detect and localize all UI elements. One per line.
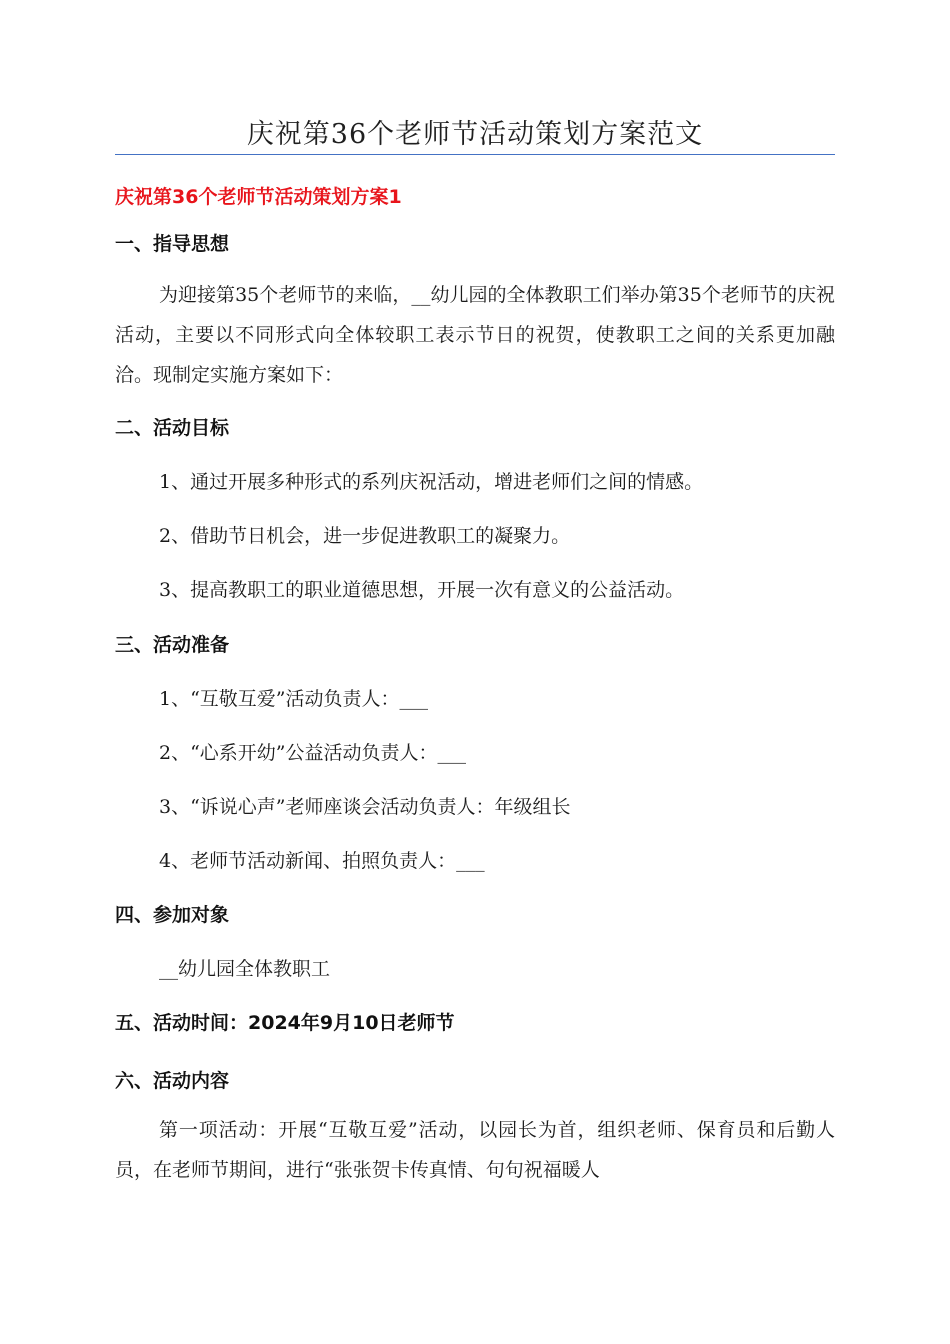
prep-item-3: 3、“诉说心声”老师座谈会活动负责人：年级组长	[159, 796, 571, 818]
section-heading-goals: 二、活动目标	[115, 417, 230, 439]
section-paragraph-guiding-thought: 为迎接第35个老师节的来临，__幼儿园的全体教职工们举办第35个老师节的庆祝活动，主要以不同形式向全体较职工表示节日的祝贺，使教职工之间的关系更加融洽。现制定实施方案如下：	[115, 284, 835, 386]
plan-subtitle: 庆祝第36个老师节活动策划方案1	[115, 186, 402, 208]
prep-item-1: 1、“互敬互爱”活动负责人：___	[159, 688, 429, 710]
section-heading-content: 六、活动内容	[115, 1070, 230, 1092]
goal-item-1: 1、通过开展多种形式的系列庆祝活动，增进老师们之间的情感。	[159, 471, 704, 493]
title-underline	[115, 154, 835, 155]
prep-item-4: 4、老师节活动新闻、拍照负责人：___	[159, 850, 485, 872]
prep-item-2: 2、“心系开幼”公益活动负责人：___	[159, 742, 467, 764]
goal-item-2: 2、借助节日机会，进一步促进教职工的凝聚力。	[159, 525, 571, 547]
document-title: 庆祝第36个老师节活动策划方案范文	[246, 119, 704, 150]
section-heading-preparation: 三、活动准备	[115, 634, 230, 656]
goal-item-3: 3、提高教职工的职业道德思想，开展一次有意义的公益活动。	[159, 579, 685, 601]
section-heading-time: 五、活动时间：2024年9月10日老师节	[115, 1012, 455, 1034]
section-heading-guiding-thought: 一、指导思想	[115, 233, 230, 255]
participants-text: __幼儿园全体教职工	[159, 958, 331, 980]
section-heading-participants: 四、参加对象	[115, 904, 230, 926]
section-paragraph-content: 第一项活动：开展“互敬互爱”活动，以园长为首，组织老师、保育员和后勤人员，在老师节期间，进行“张张贺卡传真情、句句祝福暖人	[115, 1119, 835, 1181]
